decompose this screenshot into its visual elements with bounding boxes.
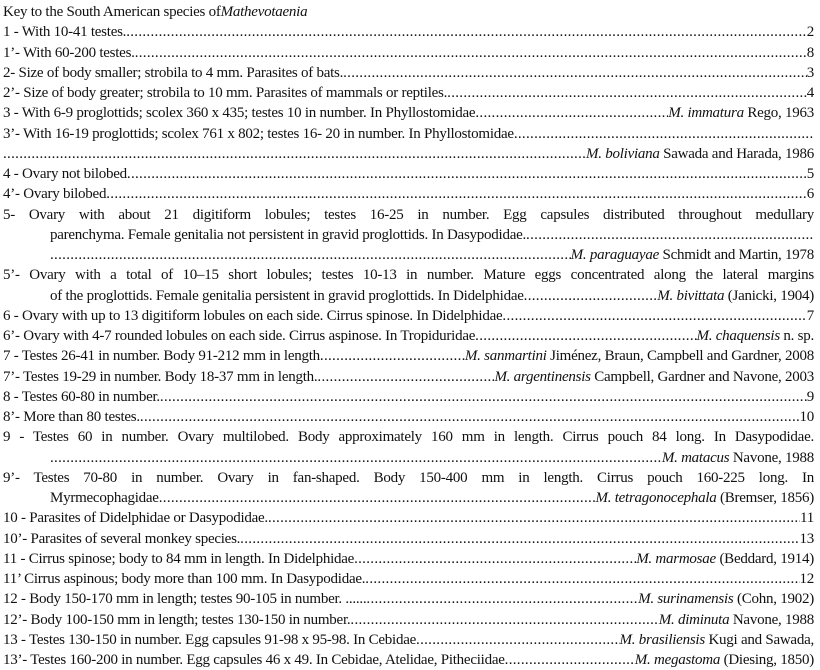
goto-number: 13 [799, 530, 814, 547]
key-line [3, 589, 814, 609]
key-line [3, 630, 814, 650]
dot-leader [350, 610, 658, 630]
couplet-text: 13’- Testes 160-200 in number. Egg capsules 46 x 49. In Cebidae, Atelidae, Pitheciidae [3, 652, 505, 668]
goto-number: 5 [806, 166, 814, 182]
couplet-text: 3’- With 16-19 proglottids; scolex 761 x 802; testes 16- 20 in number. In Phyllostomidae [3, 125, 514, 142]
dot-leader [514, 124, 814, 144]
species-name: M. argentinensis [494, 368, 591, 385]
dot-leader [505, 650, 635, 670]
dot-leader [366, 589, 638, 609]
dot-leader [524, 286, 658, 306]
key-line [3, 286, 814, 306]
goto-number: 10 [799, 409, 814, 425]
taxon [697, 326, 815, 346]
key-line [3, 468, 814, 488]
taxon [595, 488, 814, 508]
authority: (Bremser, 1856) [720, 490, 814, 506]
couplet-text: Myrmecophagidae [50, 490, 159, 506]
couplet-text: of the proglottids. Female genitalia persistent in gravid proglottids. In Didelphidae [50, 287, 524, 304]
taxon [635, 650, 814, 670]
goto-number: 6 [806, 186, 814, 203]
authority: Rego, 1963 [747, 105, 814, 122]
dot-leader [140, 407, 800, 427]
key-line [3, 367, 814, 387]
dot-leader [365, 569, 799, 589]
key-line [3, 610, 814, 630]
dot-leader [268, 508, 800, 528]
species-name: M. matacus [661, 449, 730, 466]
species-name: M. chaquensis [696, 328, 780, 344]
authority: Sawada and Harada, 1986 [663, 145, 814, 162]
taxon [620, 630, 815, 650]
key-line [3, 549, 814, 569]
key-line [3, 427, 814, 447]
dot-leader [320, 346, 465, 366]
key-line [3, 488, 814, 508]
key-line [3, 144, 814, 164]
key-line [3, 650, 814, 670]
key-line [3, 124, 814, 144]
identification-key [3, 2, 814, 670]
couplet-text: 13 - Testes 130-150 in number. Egg capsules 91-98 x 95-98. In Cebidae [3, 631, 417, 648]
authority: (Beddard, 1914) [719, 550, 814, 567]
authority: (Cohn, 1902) [737, 591, 814, 608]
taxon [657, 286, 814, 306]
couplet-text: 3 - With 6-9 proglottids; scolex 360 x 435; testes 10 in number. In Phyllostomidae [3, 105, 476, 122]
goto-number: 2 [806, 24, 814, 41]
dot-leader [50, 448, 662, 468]
dot-leader [127, 164, 807, 184]
dot-leader [526, 225, 814, 245]
couplet-text: 4 - Ovary not bilobed [3, 166, 127, 182]
goto-number: 8 [806, 44, 814, 61]
dot-leader [160, 387, 807, 407]
goto-number: 3 [806, 64, 814, 81]
dot-leader [475, 103, 668, 123]
title-genus: Mathevotaenia [220, 4, 308, 20]
dot-leader [475, 326, 696, 346]
couplet-text: 5’- Ovary with a total of 10–15 short lobules; testes 10-13 in number. Mature eggs concentrated along the lateral margins [3, 267, 814, 284]
key-line [3, 22, 814, 42]
dot-leader [416, 630, 619, 650]
dot-leader [126, 22, 807, 42]
couplet-text: 2- Size of body smaller; strobila to 4 mm. Parasites of bats. [3, 64, 344, 81]
species-name: M. surinamensis [638, 591, 734, 608]
dot-leader [159, 488, 596, 508]
species-name: M. sanmartini [464, 348, 547, 365]
authority: Jiménez, Braun, Campbell and Gardner, 2008 [550, 348, 814, 365]
taxon [662, 448, 814, 468]
taxon [494, 367, 814, 387]
couplet-text: 8 - Testes 60-80 in number. [3, 388, 160, 405]
goto-number: 7 [806, 307, 814, 324]
authority: Campbell, Gardner and Navone, 2003 [594, 368, 814, 385]
key-line [3, 184, 814, 204]
key-line [3, 245, 814, 265]
key-line [3, 164, 814, 184]
taxon [586, 144, 814, 164]
taxon [636, 549, 814, 569]
couplet-text: 9 - Testes 60 in number. Ovary multilobed. Body approximately 160 mm in length. Cirrus pouch 84 long. In Dasypodidae. [3, 429, 814, 446]
couplet-text: 7 - Testes 26-41 in number. Body 91-212 mm in length [3, 348, 320, 365]
key-line [3, 265, 814, 285]
key-line [3, 407, 814, 427]
couplet-text: 5- Ovary with about 21 digitiform lobules; testes 16-25 in number. Egg capsules distributed throughout medullary [3, 206, 814, 223]
dot-leader [106, 184, 807, 204]
couplet-text: 11 - Cirrus spinose; body to 84 mm in length. In Didelphidae [3, 550, 355, 567]
species-name: M. diminuta [658, 611, 730, 628]
taxon [659, 610, 814, 630]
key-line [3, 346, 814, 366]
couplet-text: parenchyma. Female genitalia not persistent in gravid proglottids. In Dasypodidae. [50, 226, 527, 243]
species-name: M. paraguayae [570, 247, 659, 263]
key-line [3, 306, 814, 326]
species-name: M. marmosae [636, 550, 716, 567]
key-line [3, 387, 814, 407]
authority: Navone, 1988 [732, 449, 814, 466]
key-line [3, 225, 814, 245]
species-name: M. boliviana [585, 145, 660, 162]
taxon [638, 589, 814, 609]
couplet-text: 12 - Body 150-170 mm in length; testes 90-105 in number. ...... [3, 591, 367, 608]
dot-leader [50, 245, 571, 265]
species-name: M. bivittata [657, 287, 725, 304]
species-name: M. brasiliensis [619, 631, 705, 648]
couplet-text: 11’ Cirrus aspinous; body more than 100 mm. In Dasypodidae. [3, 571, 366, 587]
couplet-text: 8’- More than 80 testes. [3, 409, 140, 425]
key-line [3, 205, 814, 225]
dot-leader [343, 63, 807, 83]
couplet-text: 6 - Ovary with up to 13 digitiform lobules on each side. Cirrus spinose. In Didelphidae [3, 307, 503, 324]
couplet-text: 10 - Parasites of Didelphidae or Dasypodidae. [3, 510, 268, 527]
dot-leader [135, 43, 807, 63]
couplet-text: 7’- Testes 19-29 in number. Body 18-37 mm in length. [3, 368, 318, 385]
authority: Kugi and Sawada, [708, 631, 814, 648]
key-line [3, 569, 814, 589]
couplet-text: 2’- Size of body greater; strobila to 10 mm. Parasites of mammals or reptiles. [3, 85, 448, 101]
key-line [3, 83, 814, 103]
authority: (Janicki, 1904) [727, 287, 814, 304]
dot-leader [354, 549, 636, 569]
key-line [3, 63, 814, 83]
authority: n. sp. [783, 328, 814, 344]
key-line [3, 529, 814, 549]
authority: (Diesing, 1850) [723, 652, 814, 668]
key-line [3, 103, 814, 123]
key-line [3, 43, 814, 63]
key-title [3, 2, 814, 22]
couplet-text: 4’- Ovary bilobed [3, 186, 107, 203]
species-name: M. immatura [668, 105, 744, 122]
dot-leader [240, 529, 799, 549]
dot-leader [502, 306, 806, 326]
couplet-text: 1 - With 10-41 testes. [3, 24, 127, 41]
dot-leader [317, 367, 494, 387]
goto-number: 12 [799, 571, 814, 587]
couplet-text: 9’- Testes 70-80 in number. Ovary in fan-shaped. Body 150-400 mm in length. Cirrus pouch 160-225 long. In [3, 469, 814, 486]
couplet-text: 10’- Parasites of several monkey species. [3, 530, 241, 547]
dot-leader [3, 144, 586, 164]
couplet-text: 1’- With 60-200 testes. [3, 44, 135, 61]
dot-leader [447, 83, 807, 103]
key-line [3, 448, 814, 468]
goto-number: 11 [800, 510, 814, 527]
taxon [571, 245, 814, 265]
species-name: M. megastoma [634, 652, 721, 668]
authority: Navone, 1988 [732, 611, 814, 628]
key-line [3, 326, 814, 346]
taxon [668, 103, 814, 123]
couplet-text: 12’- Body 100-150 mm in length; testes 130-150 in number. [3, 611, 351, 628]
goto-number: 4 [806, 85, 814, 101]
key-line [3, 508, 814, 528]
species-name: M. tetragonocephala [595, 490, 717, 506]
taxon [465, 346, 814, 366]
goto-number: 9 [806, 388, 814, 405]
authority: Schmidt and Martin, 1978 [662, 247, 814, 263]
couplet-text: 6’- Ovary with 4-7 rounded lobules on each side. Cirrus aspinose. In Tropiduridae [3, 328, 476, 344]
title-text: Key to the South American species of [3, 4, 221, 20]
